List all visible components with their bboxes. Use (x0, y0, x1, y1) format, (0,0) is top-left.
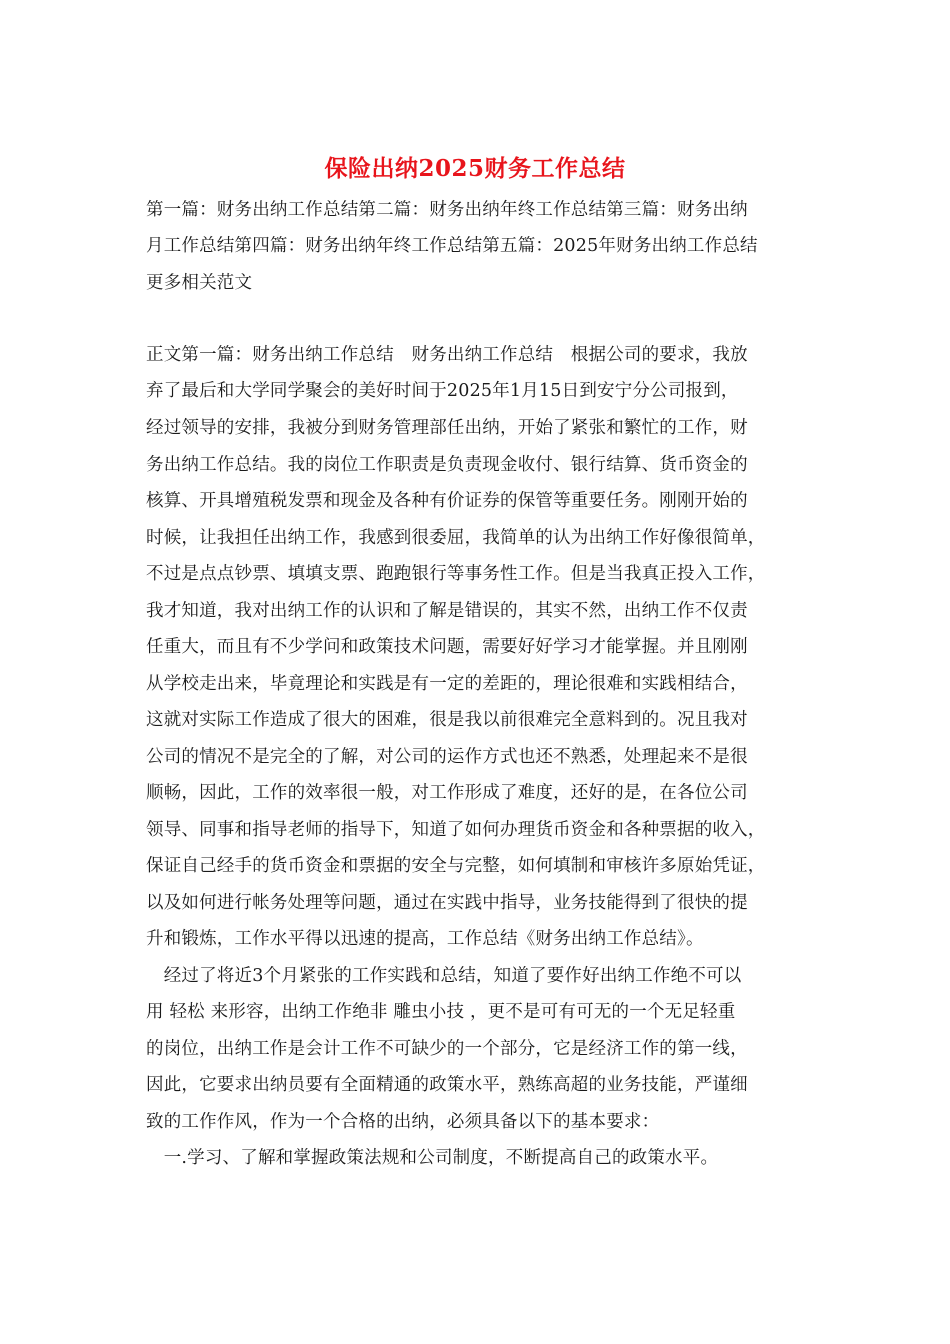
document-title: 保险出纳2025财务工作总结 (324, 155, 626, 182)
body-line: 时候，让我担任出纳工作，我感到很委屈，我简单的认为出纳工作好像很简单， (146, 528, 766, 548)
body-line: 致的工作作风，作为一个合格的出纳，必须具备以下的基本要求： (146, 1112, 660, 1132)
body-line: 保证自己经手的货币资金和票据的安全与完整，如何填制和审核许多原始凭证， (146, 856, 766, 876)
body-line: 不过是点点钞票、填填支票、跑跑银行等事务性工作。但是当我真正投入工作， (146, 564, 766, 584)
body-line: 这就对实际工作造成了很大的困难，很是我以前很难完全意料到的。况且我对 (146, 710, 748, 730)
body-line: 经过了将近3个月紧张的工作实践和总结，知道了要作好出纳工作绝不可以 (146, 966, 742, 986)
toc-line: 更多相关范文 (146, 273, 253, 293)
body-line: 因此，它要求出纳员要有全面精通的政策水平，熟练高超的业务技能，严谨细 (146, 1075, 748, 1095)
body-line: 任重大，而且有不少学问和政策技术问题，需要好好学习才能掌握。并且刚刚 (146, 637, 748, 657)
body-line: 正文第一篇：财务出纳工作总结 财务出纳工作总结 根据公司的要求，我放 (146, 345, 748, 365)
toc-line: 第一篇：财务出纳工作总结第二篇：财务出纳年终工作总结第三篇：财务出纳 (146, 200, 748, 220)
body-line: 的岗位，出纳工作是会计工作不可缺少的一个部分，它是经济工作的第一线， (146, 1039, 748, 1059)
body-line: 顺畅，因此，工作的效率很一般，对工作形成了难度，还好的是，在各位公司 (146, 783, 748, 803)
body-line: 升和锻炼，工作水平得以迅速的提高，工作总结《财务出纳工作总结》。 (146, 929, 704, 949)
toc-line: 月工作总结第四篇：财务出纳年终工作总结第五篇：2025年财务出纳工作总结 (146, 236, 758, 256)
body-line: 我才知道，我对出纳工作的认识和了解是错误的，其实不然，出纳工作不仅责 (146, 601, 748, 621)
body-line: 一.学习、了解和掌握政策法规和公司制度，不断提高自己的政策水平。 (146, 1148, 719, 1168)
body-line: 以及如何进行帐务处理等问题，通过在实践中指导，业务技能得到了很快的提 (146, 893, 748, 913)
body-line: 领导、同事和指导老师的指导下，知道了如何办理货币资金和各种票据的收入， (146, 820, 766, 840)
body-line: 公司的情况不是完全的了解，对公司的运作方式也还不熟悉，处理起来不是很 (146, 747, 748, 767)
body-line: 弃了最后和大学同学聚会的美好时间于2025年1月15日到安宁分公司报到， (146, 381, 739, 401)
body-line: 务出纳工作总结。我的岗位工作职责是负责现金收付、银行结算、货币资金的 (146, 455, 748, 475)
body-line: 经过领导的安排，我被分到财务管理部任出纳，开始了紧张和繁忙的工作，财 (146, 418, 748, 438)
body-line: 核算、开具增殖税发票和现金及各种有价证券的保管等重要任务。刚刚开始的 (146, 491, 748, 511)
body-line: 用 轻松 来形容，出纳工作绝非 雕虫小技 ，更不是可有可无的一个无足轻重 (146, 1002, 736, 1022)
body-line: 从学校走出来，毕竟理论和实践是有一定的差距的，理论很难和实践相结合， (146, 674, 748, 694)
